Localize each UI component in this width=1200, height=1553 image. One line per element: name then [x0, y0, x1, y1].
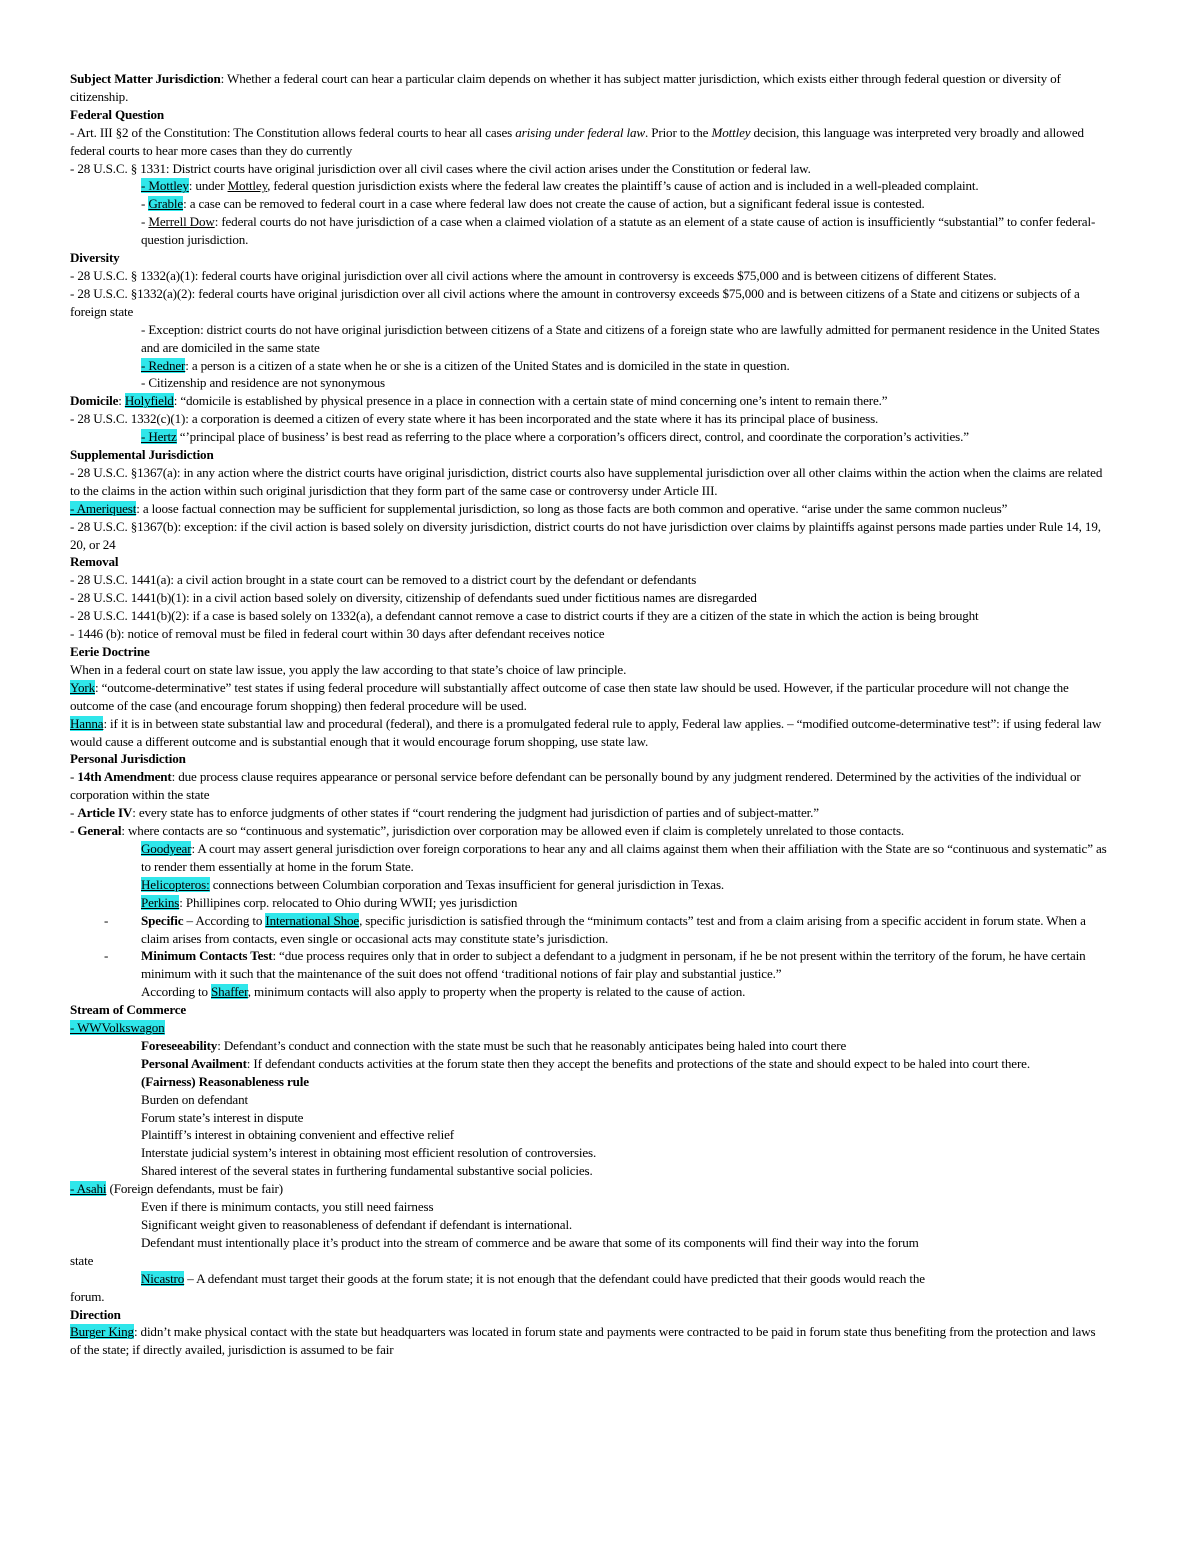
supp-b: - 28 U.S.C. §1367(b): exception: if the civil action is based solely on diversity jurisdiction, district courts do not have jurisdiction over claims by plaintiffs against persons made parties under Rule 14, 19, 20, or 24: [70, 518, 1101, 552]
pj-heading: Personal Jurisdiction: [70, 751, 186, 767]
case-highlight-york: York: [70, 679, 95, 695]
case-highlight-asahi: - Asahi: [70, 1181, 107, 1197]
fq-grable: - Grable: a case can be removed to federal court in a case where federal law does not create the cause of action, but a significant federal issue is contested.: [141, 196, 925, 212]
soc-f4: Interstate judicial system’s interest in obtaining most efficient resolution of controversies.: [141, 1145, 597, 1161]
erie-text: When in a federal court on state law issue, you apply the law according to that state’s choice of law principle.: [70, 661, 627, 677]
soc-nicastro: Nicastro – A defendant must target their goods at the forum state; it is not enough that the defendant could have predicted that their goods would reach the: [141, 1270, 925, 1286]
soc-f3: Plaintiff’s interest in obtaining convenient and effective relief: [141, 1127, 455, 1143]
soc-nicastro-cont: forum.: [70, 1288, 105, 1304]
soc-ww: [70, 1019, 1108, 1037]
case-highlight-mottley: - Mottley: [141, 178, 189, 194]
soc-foreseeability: Foreseeability: Defendant’s conduct and connection with the state must be such that he reasonably anticipates being haled into court there: [141, 1037, 847, 1053]
dir-burger-king: Burger King: didn’t make physical contact with the state but headquarters was located in forum state and payments were contracted to be paid in forum state thus benefiting from the protection and laws of the state; if directly availed, jurisdiction is assumed to be fair: [70, 1324, 1096, 1358]
pj-min-contacts: - Minimum Contacts Test: “due process requires only that in order to subject a defendant to a judgment in personam, if he be not present within the territory of the forum, he have certain minimum with it such that the maintenance of the suit does not offend ‘traditional notions of fair play and substantial justice.”: [70, 947, 1108, 983]
fq-art3: - Art. III §2 of the Constitution: The Constitution allows federal courts to hear all cases arising under federal law. Prior to the Mottley decision, this language was interpreted very broadly and allowed federal courts to hear more cases than they do currently: [70, 124, 1084, 158]
fq-mottley: - Mottley: under Mottley, federal question jurisdiction exists where the federal law creates the plaintiff’s cause of action and is included in a well-pleaded complaint.: [141, 178, 979, 194]
supp-ameriquest: - Ameriquest: a loose factual connection may be sufficient for supplemental jurisdiction, so long as those facts are both common and operative. “arise under the same common nucleus”: [70, 500, 1008, 516]
case-highlight-helicopteros: Helicopteros:: [141, 876, 210, 892]
pj-shaffer: According to Shaffer, minimum contacts will also apply to property when the property is related to the cause of action.: [141, 984, 746, 1000]
pj-specific: - Specific – According to International Shoe, specific jurisdiction is satisfied through the “minimum contacts” test and from a claim arising from a specific accident in forum state. When a claim arises from contacts, even single or occasional acts may constitute state’s jurisdiction.: [70, 912, 1108, 948]
div-citizenship: - Citizenship and residence are not synonymous: [141, 375, 386, 391]
rem-b2: - 28 U.S.C. 1441(b)(2): if a case is based solely on 1332(a), a defendant cannot remove a case to district courts if they are a citizen of the state in which the action is being brought: [70, 608, 979, 624]
pj-goodyear: Goodyear: A court may assert general jurisdiction over foreign corporations to hear any and all claims against them when their affiliation with the State are so “continuous and systematic” as to render them essentially at home in the forum State.: [141, 840, 1107, 874]
soc-fairness: (Fairness) Reasonableness rule: [141, 1073, 309, 1089]
soc-a3: Defendant must intentionally place it’s product into the stream of commerce and be aware that some of its components will find their way into the forum: [141, 1234, 919, 1250]
supp-a: - 28 U.S.C. §1367(a): in any action where the district courts have original jurisdiction, district courts also have supplemental jurisdiction over all other claims within the action when the claims are related to the claims in the action within such original jurisdiction that they form part of the same case or controversy under Article III.: [70, 464, 1103, 498]
soc-availment: Personal Availment: If defendant conducts activities at the forum state then they accept the benefits and protections of the state and should expect to be haled into court there.: [141, 1055, 1030, 1071]
supp-heading: Supplemental Jurisdiction: [70, 447, 214, 463]
soc-heading: Stream of Commerce: [70, 1002, 187, 1018]
pj-helicopteros: Helicopteros: connections between Columbian corporation and Texas insufficient for general jurisdiction in Texas.: [141, 876, 725, 892]
smj-heading: Subject Matter Jurisdiction: [70, 71, 221, 86]
div-a1: - 28 U.S.C. § 1332(a)(1): federal courts have original jurisdiction over all civil actions where the amount in controversy is exceeds $75,000 and is between citizens of different States.: [70, 267, 997, 283]
case-highlight-hertz: - Hertz: [141, 429, 177, 445]
soc-f1: Burden on defendant: [141, 1091, 248, 1107]
case-highlight-redner: - Redner: [141, 357, 186, 373]
case-highlight-goodyear: Goodyear: [141, 840, 192, 856]
pj-article4: - Article IV: every state has to enforce judgments of other states if “court rendering the judgment had jurisdiction of parties and of subject-matter.”: [70, 805, 819, 821]
fq-merrell: - Merrell Dow: federal courts do not have jurisdiction of a case when a claimed violation of a statute as an element of a state cause of action is insufficiently “substantial” to confer federal-question jurisdiction.: [141, 214, 1096, 248]
soc-asahi: - Asahi (Foreign defendants, must be fair): [70, 1181, 283, 1197]
case-highlight-holyfield: Holyfield: [124, 393, 174, 409]
pj-general: - General: where contacts are so “continuous and systematic”, jurisdiction over corporation may be allowed even if claim is completely unrelated to those contacts.: [70, 823, 905, 839]
erie-york: York: “outcome-determinative” test states if using federal procedure will substantially affect outcome of case then state law should be used. However, if the particular procedure will not change the outcome of the case (and encourage forum shopping) then federal procedure will be used.: [70, 679, 1069, 713]
fq-heading: Federal Question: [70, 106, 164, 122]
case-highlight-perkins: Perkins: [141, 894, 180, 910]
soc-a2: Significant weight given to reasonableness of defendant if defendant is international.: [141, 1217, 573, 1232]
case-highlight-grable: Grable: [148, 196, 184, 212]
case-underline-merrell: Merrell Dow: [148, 214, 215, 230]
soc-a1: Even if there is minimum contacts, you still need fairness: [141, 1199, 434, 1215]
div-heading: Diversity: [70, 250, 120, 266]
rem-a: - 28 U.S.C. 1441(a): a civil action brought in a state court can be removed to a district court by the defendant or defendants: [70, 572, 697, 588]
case-highlight-nicastro: Nicastro: [141, 1270, 185, 1286]
erie-heading: Eerie Doctrine: [70, 644, 150, 659]
case-highlight-intshoe: International Shoe: [265, 912, 360, 928]
erie-hanna: Hanna: if it is in between state substantial law and procedural (federal), and there is a promulgated federal rule to apply, Federal law applies. – “modified outcome-determinative test”: if using federal law would cause a different outcome and is substantial enough that it would encourage forum shopping, use state law.: [70, 715, 1102, 749]
div-redner: - Redner: a person is a citizen of a state when he or she is a citizen of the United States and is domiciled in the state in question.: [141, 357, 790, 373]
div-domicile: Domicile: Holyfield: “domicile is established by physical presence in a place in connection with a certain state of mind concerning one’s intent to remain there.”: [70, 393, 888, 409]
smj-paragraph: Subject Matter Jurisdiction: Whether a federal court can hear a particular claim depends on whether it has subject matter jurisdiction, which exists either through federal question or diversity of citizenship.: [70, 71, 1061, 104]
rem-b1: - 28 U.S.C. 1441(b)(1): in a civil action based solely on diversity, citizenship of defendants sued under fictitious names are disregarded: [70, 590, 757, 606]
soc-f2: Forum state’s interest in dispute: [141, 1109, 304, 1125]
div-exception: - Exception: district courts do not have original jurisdiction between citizens of a State and citizens of a foreign state who are lawfully admitted for permanent residence in the United States and are domiciled in the same state: [141, 321, 1100, 355]
case-highlight-burger-king: Burger King: [70, 1324, 134, 1340]
rem-c: - 1446 (b): notice of removal must be filed in federal court within 30 days after defendant receives notice: [70, 626, 605, 642]
fq-1331: - 28 U.S.C. § 1331: District courts have original jurisdiction over all civil cases where the civil action arises under the Constitution or federal law.: [70, 160, 811, 176]
pj-14th: - 14th Amendment: due process clause requires appearance or personal service before defendant can be personally bound by any judgment rendered. Determined by the activities of the individual or corporation within the state: [70, 769, 1081, 803]
soc-f5: Shared interest of the several states in furthering fundamental substantive social policies.: [141, 1163, 593, 1179]
div-a2: - 28 U.S.C. §1332(a)(2): federal courts have original jurisdiction over all civil actions where the amount in controversy exceeds $75,000 and is between citizens of a State and citizens or subjects of a foreign state: [70, 285, 1080, 319]
div-c1: - 28 U.S.C. 1332(c)(1): a corporation is deemed a citizen of every state where it has been incorporated and the state where it has its principal place of business.: [70, 411, 879, 427]
case-highlight-hanna: Hanna: [70, 715, 104, 731]
soc-a3-cont: state: [70, 1252, 94, 1268]
pj-perkins: Perkins: Phillipines corp. relocated to Ohio during WWII; yes jurisdiction: [141, 894, 518, 910]
case-highlight-ameriquest: - Ameriquest: [70, 500, 137, 516]
rem-heading: Removal: [70, 554, 119, 570]
dir-heading: Direction: [70, 1306, 121, 1322]
case-highlight-wwvolkswagon: - WWVolkswagon: [70, 1020, 165, 1036]
case-highlight-shaffer: Shaffer: [211, 984, 248, 1000]
div-hertz: - Hertz “’principal place of business’ is best read as referring to the place where a corporation’s officers direct, control, and coordinate the corporation’s activities.”: [141, 429, 969, 445]
